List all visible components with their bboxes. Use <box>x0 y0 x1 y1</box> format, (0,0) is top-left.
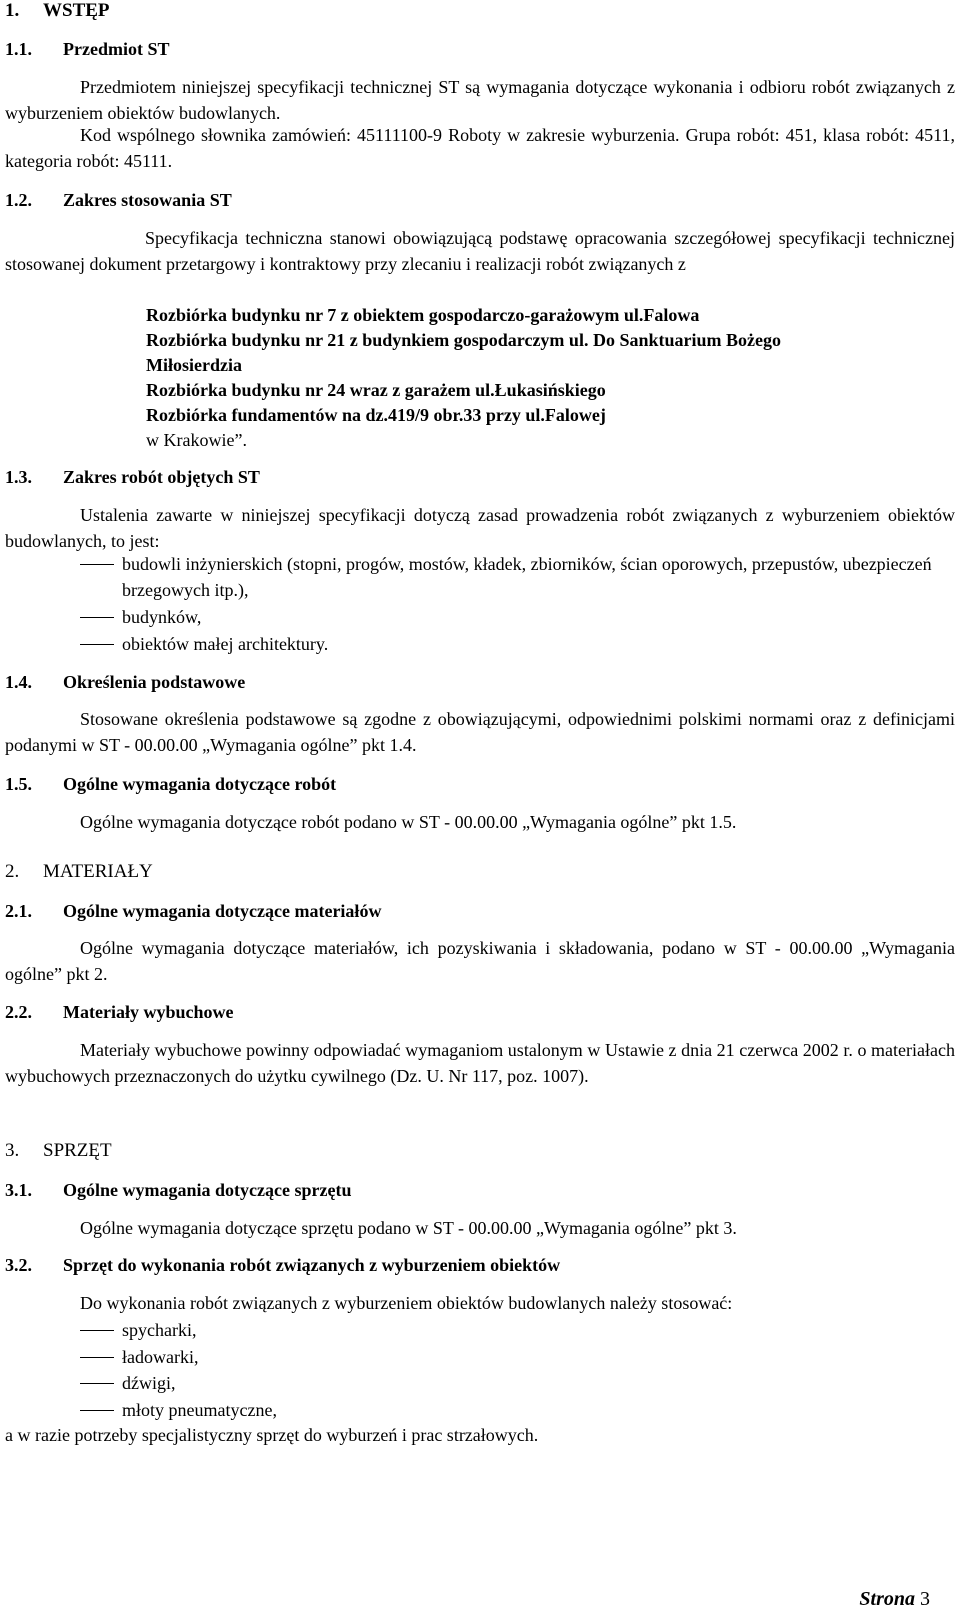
section-heading-2-1: 2.1. Ogólne wymagania dotyczące materiałów <box>5 901 382 921</box>
paragraph-2-2: Materiały wybuchowe powinny odpowiadać wymaganiom ustalonym w Ustawie z dnia 21 czerwca 2002 r. o materiałach wybuchowych przeznaczonych do użytku cywilnego (Dz. U. Nr 117, poz. 1007). <box>5 1040 955 1086</box>
closing-text: a w razie potrzeby specjalistyczny sprzęt do wyburzeń i prac strzałowych. <box>5 1425 539 1445</box>
list-item: budynków, <box>80 604 955 630</box>
list-item: ładowarki, <box>80 1344 955 1370</box>
page-label: Strona <box>859 1588 915 1610</box>
section-heading-3-1: 3.1. Ogólne wymagania dotyczące sprzętu <box>5 1180 352 1200</box>
list-item: spycharki, <box>80 1317 955 1343</box>
section-heading-2: 2. MATERIAŁY <box>5 861 153 882</box>
dash-bullet-icon <box>80 1357 114 1358</box>
section-heading-1-5: 1.5. Ogólne wymagania dotyczące robót <box>5 774 337 794</box>
section-heading-3-2: 3.2. Sprzęt do wykonania robót związanych z wyburzeniem obiektów <box>5 1255 561 1275</box>
list-item: młoty pneumatyczne, <box>80 1397 955 1423</box>
paragraph-1-3: Ustalenia zawarte w niniejszej specyfikacji dotyczą zasad prowadzenia robót związanych z wyburzeniem obiektów budowlanych, to jest: <box>5 505 955 551</box>
dash-bullet-icon <box>80 644 114 645</box>
section-heading-1-4: 1.4. Określenia podstawowe <box>5 672 246 692</box>
demolition-item-2-cont: Miłosierdzia <box>146 355 242 375</box>
dash-bullet-icon <box>80 1330 114 1331</box>
paragraph-1-4: Stosowane określenia podstawowe są zgodne z obowiązującymi, odpowiednimi polskimi normami oraz z definicjami podanymi w ST - 00.00.00 „Wymagania ogólne” pkt 1.4. <box>5 709 955 755</box>
paragraph-1-5: Ogólne wymagania dotyczące robót podano w ST - 00.00.00 „Wymagania ogólne” pkt 1.5. <box>80 812 737 832</box>
dash-bullet-icon <box>80 1410 114 1411</box>
paragraph-3-1: Ogólne wymagania dotyczące sprzętu podano w ST - 00.00.00 „Wymagania ogólne” pkt 3. <box>80 1218 737 1238</box>
dash-bullet-icon <box>80 1383 114 1384</box>
section-heading-1: 1. WSTĘP <box>5 0 110 21</box>
list-item: budowli inżynierskich (stopni, progów, mostów, kładek, zbiorników, ścian oporowych, przepustów, ubezpieczeń brzegowych itp.), <box>80 551 955 603</box>
list-item: dźwigi, <box>80 1370 955 1396</box>
paragraph-1-1-b: Kod wspólnego słownika zamówień: 45111100-9 Roboty w zakresie wyburzenia. Grupa robót: 451, klasa robót: 4511, kategoria robót: 45111. <box>5 125 955 171</box>
demolition-item-3: Rozbiórka budynku nr 24 wraz z garażem ul.Łukasińskiego <box>146 380 606 400</box>
paragraph-1-1-a: Przedmiotem niniejszej specyfikacji technicznej ST są wymagania dotyczące wykonania i odbioru robót związanych z wyburzeniem obiektów budowlanych. <box>5 77 955 123</box>
section-heading-3: 3. SPRZĘT <box>5 1140 112 1161</box>
section-heading-1-3: 1.3. Zakres robót objętych ST <box>5 467 260 487</box>
paragraph-1-2: Specyfikacja techniczna stanowi obowiązującą podstawę opracowania szczegółowej specyfikacji technicznej stosowanej dokument przetargowy i kontraktowy przy zlecaniu i realizacji robót związanych z <box>5 228 955 274</box>
list-item: obiektów małej architektury. <box>80 631 955 657</box>
page-number: 3 <box>920 1588 930 1610</box>
paragraph-2-1: Ogólne wymagania dotyczące materiałów, ich pozyskiwania i składowania, podano w ST - 00.00.00 „Wymagania ogólne” pkt 2. <box>5 938 955 984</box>
section-heading-1-2: 1.2. Zakres stosowania ST <box>5 190 232 210</box>
section-heading-1-1: 1.1. Przedmiot ST <box>5 39 170 59</box>
page-footer <box>859 1586 930 1612</box>
section-heading-2-2: 2.2. Materiały wybuchowe <box>5 1002 234 1022</box>
dash-bullet-icon <box>80 564 114 565</box>
demolition-item-4: Rozbiórka fundamentów na dz.419/9 obr.33 przy ul.Falowej <box>146 405 606 425</box>
paragraph-3-2: Do wykonania robót związanych z wyburzeniem obiektów budowlanych należy stosować: <box>80 1293 733 1313</box>
demolition-item-2: Rozbiórka budynku nr 21 z budynkiem gospodarczym ul. Do Sanktuarium Bożego <box>146 330 781 350</box>
demolition-item-1: Rozbiórka budynku nr 7 z obiektem gospodarczo-garażowym ul.Falowa <box>146 305 700 325</box>
dash-bullet-icon <box>80 617 114 618</box>
location-text: w Krakowie”. <box>146 430 247 450</box>
